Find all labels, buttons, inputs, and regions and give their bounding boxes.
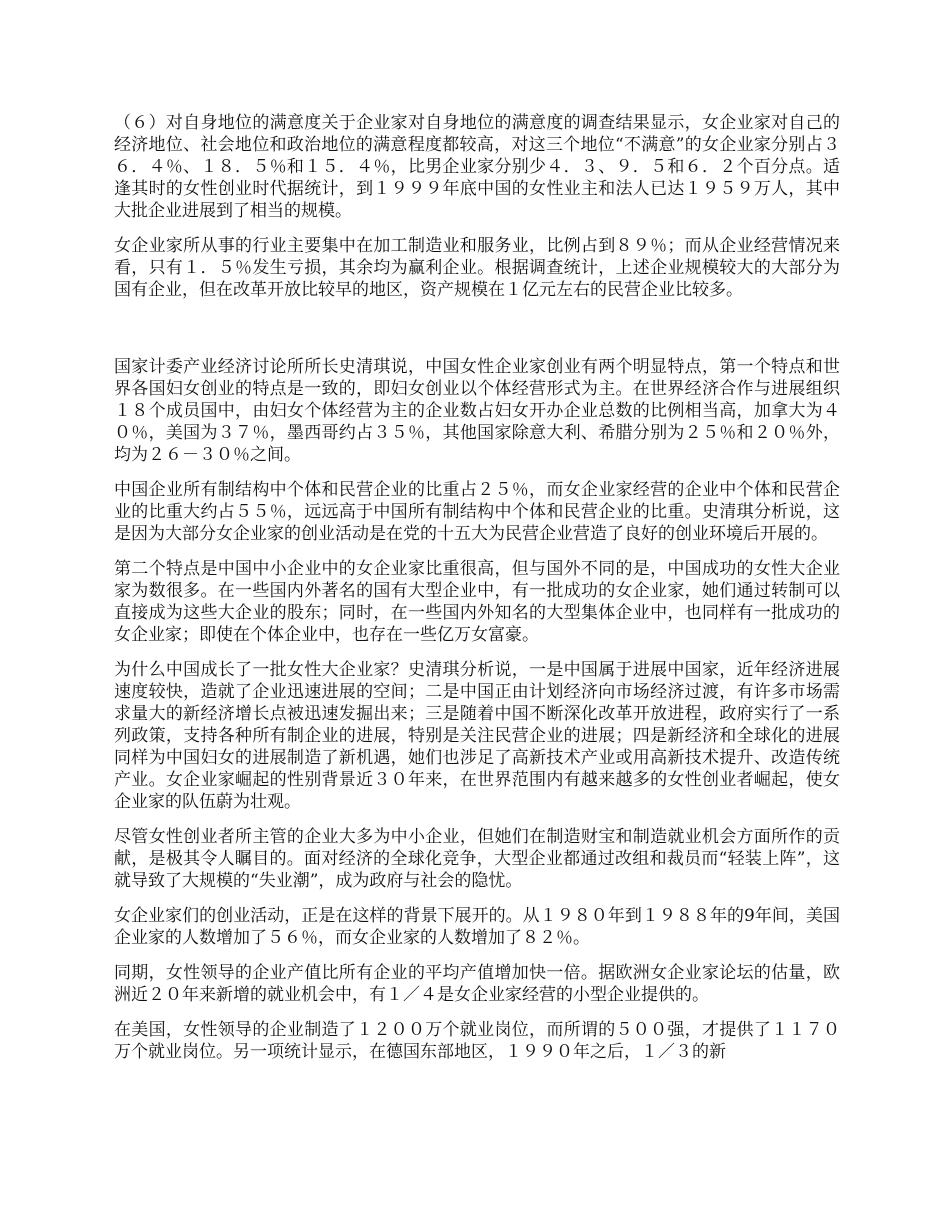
paragraph: 中国企业所有制结构中个体和民营企业的比重占２５％，而女企业家经营的企业中个体和民营企业的比重大约占５５％，远远高于中国所有制结构中个体和民营企业的比重。史清琪分析说，这是因为大部分女企业家的创业活动是在党的十五大为民营企业营造了良好的创业环境后开展的。	[114, 480, 840, 544]
paragraph: 为什么中国成长了一批女性大企业家？史清琪分析说，一是中国属于进展中国家，近年经济进展速度较快，造就了企业迅速进展的空间；二是中国正由计划经济向市场经济过渡，有许多市场需求量大的新经济增长点被迅速发掘出来；三是随着中国不断深化改革开放进程，政府实行了一系列政策，支持各种所有制企业的进展，特别是关注民营企业的进展；四是新经济和全球化的进展同样为中国妇女的进展制造了新机遇，她们也涉足了高新技术产业或用高新技术提升、改造传统产业。女企业家崛起的性别背景近３０年来，在世界范围内有越来越多的女性创业者崛起，使女企业家的队伍蔚为壮观。	[114, 660, 840, 812]
section-gap	[114, 314, 840, 356]
paragraph: 女企业家们的创业活动，正是在这样的背景下展开的。从１９８０年到１９８８年的9年间，美国企业家的人数增加了５６％，而女企业家的人数增加了８２％。	[114, 906, 840, 948]
paragraph: 在美国，女性领导的企业制造了１２００万个就业岗位，而所谓的５００强，才提供了１１７０万个就业岗位。另一项统计显示，在德国东部地区，１９９０年之后，１／３的新	[114, 1020, 840, 1062]
paragraph: （６）对自身地位的满意度关于企业家对自身地位的满意度的调查结果显示，女企业家对自己的经济地位、社会地位和政治地位的满意程度都较高，对这三个地位“不满意”的女企业家分别占３６．４％、１８．５％和１５．４％，比男企业家分别少４．３、９．５和６．２个百分点。适逢其时的女性创业时代据统计，到１９９９年底中国的女性业主和法人已达１９５９万人，其中大批企业进展到了相当的规模。	[114, 113, 840, 221]
paragraph: 女企业家所从事的行业主要集中在加工制造业和服务业，比例占到８９％；而从企业经营情况来看，只有１．５％发生亏损，其余均为赢利企业。根据调查统计，上述企业规模较大的大部分为国有企业，但在改革开放比较早的地区，资产规模在１亿元左右的民营企业比较多。	[114, 236, 840, 300]
paragraph: 国家计委产业经济讨论所所长史清琪说，中国女性企业家创业有两个明显特点，第一个特点和世界各国妇女创业的特点是一致的，即妇女创业以个体经营形式为主。在世界经济合作与进展组织１８个成员国中，由妇女个体经营为主的企业数占妇女开办企业总数的比例相当高，加拿大为４０％，美国为３７％，墨西哥约占３５％，其他国家除意大利、希腊分别为２５％和２０％外，均为２６－３０％之间。	[114, 357, 840, 465]
paragraph: 尽管女性创业者所主管的企业大多为中小企业，但她们在制造财宝和制造就业机会方面所作的贡献，是极其令人瞩目的。面对经济的全球化竞争，大型企业都通过改组和裁员而“轻装上阵”，这就导致了大规模的“失业潮”，成为政府与社会的隐忧。	[114, 827, 840, 891]
document-body	[114, 112, 840, 1076]
paragraph: 同期，女性领导的企业产值比所有企业的平均产值增加快一倍。据欧洲女企业家论坛的估量，欧洲近２０年来新增的就业机会中，有１／４是女企业家经营的小型企业提供的。	[114, 963, 840, 1005]
paragraph: 第二个特点是中国中小企业中的女企业家比重很高，但与国外不同的是，中国成功的女性大企业家为数很多。在一些国内外著名的国有大型企业中，有一批成功的女企业家，她们通过转制可以直接成为这些大企业的股东；同时，在一些国内外知名的大型集体企业中，也同样有一批成功的女企业家；即使在个体企业中，也存在一些亿万女富豪。	[114, 559, 840, 645]
